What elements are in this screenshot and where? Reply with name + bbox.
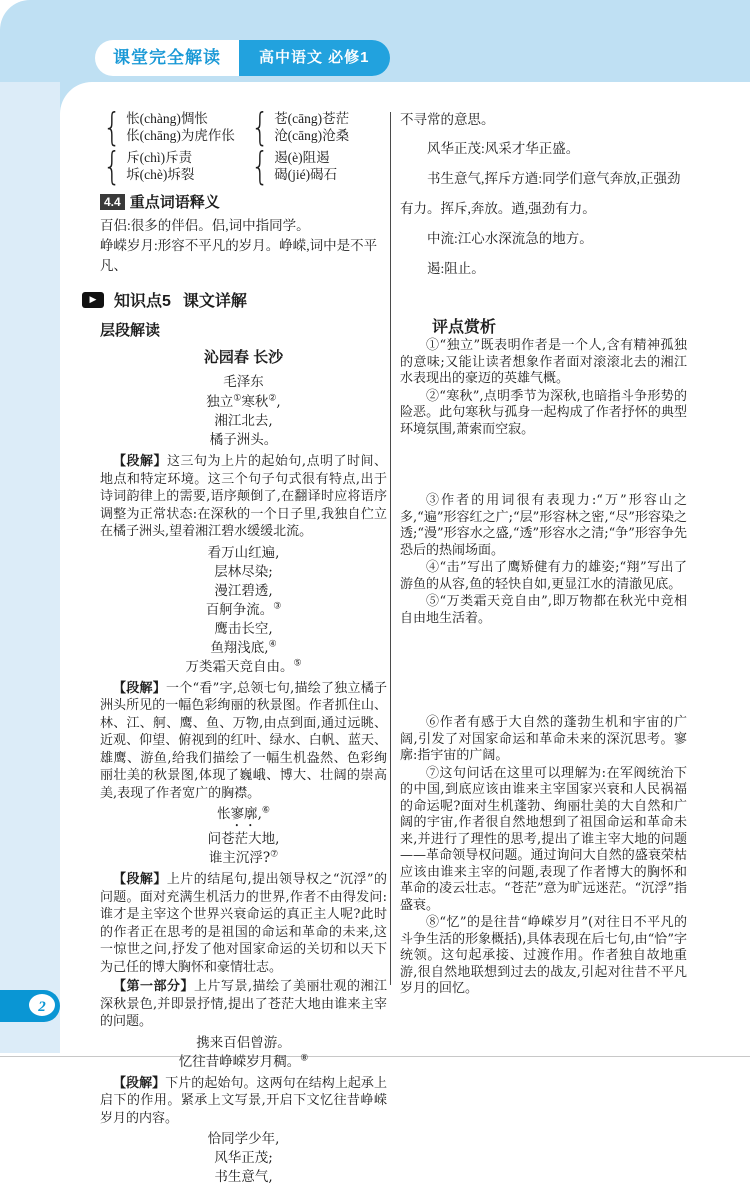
knowledge-point-heading [82,288,387,311]
poem-stanza [100,544,387,677]
pinyin-comparison-grid [100,105,387,188]
poem-line: 携来百侣曾游。 [196,1034,291,1051]
poem-line: 谁主沉浮?⑦ [208,849,279,866]
section-heading-44 [100,191,387,212]
poem-line: 恰同学少年, [207,1131,280,1147]
annotation-note: ②“寒秋”,点明季节为深秋,也暗指斗争形势的险恶。此句寒秋与孤身一起构成了作者抒怀的典型环境氛围,萧索而空寂。 [400,388,687,437]
poem-stanza [100,805,387,868]
note-ref: ③ [273,601,282,611]
series-title: 课堂完全解读 [95,40,239,76]
pinyin-group [100,105,248,149]
definition-line: 遏:阻止。 [427,261,485,276]
part-summary-paragraph: 【第一部分】上片写景,描绘了美丽壮观的湘江深秋景色,并即景抒情,提出了苍茫大地由谁来主宰的问题。 [100,978,387,1029]
subject-volume-label: 高中语文 必修1 [239,40,390,76]
pinyin-item: 遏(è)阻遏 [274,150,330,165]
page-number: 2 [27,992,57,1018]
poem-line: 鱼翔浅底,④ [210,639,277,656]
brace-icon: { [251,144,270,188]
poem-stanza [100,1034,387,1072]
poem-title: 沁园春 长沙 [203,349,284,366]
definition-line: 风华正茂:风采才华正盛。 [427,141,580,156]
left-column [89,105,387,1190]
analysis-paragraph: 【段解】上片的结尾句,提出领导权之“沉浮”的问题。面对充满生机活力的世界,作者不由得发问:谁才是主宰这个世界兴衰命运的真正主人呢?此时的作者正在思考的是祖国的命运和革命的未来,这一惊世之问,抒发了他对国家命运的关切和以天下为己任的博大胸怀和豪情壮志。 [100,871,387,975]
pinyin-item: 斥(chì)斥责 [126,150,193,165]
continuation-line: 不寻常的意思。 [400,112,495,127]
definition-line: 书生意气,挥斥方遒:同学们意气奔放,正强劲有力。挥斥,奔放。遒,强劲有力。 [400,171,681,216]
brace-icon: { [103,105,122,149]
poem-line: 层林尽染; [214,563,273,580]
left-margin-strip [0,82,60,1053]
annotation-note: ⑧“忆”的是往昔“峥嵘岁月”(对往日不平凡的斗争生活的形象概括),具体表现在后七句,由“恰”字统领。这句起承接、过渡作用。作者独自故地重游,很自然地联想到过去的战友,引起对往昔不平凡岁月的回忆。 [400,915,687,996]
poem-author: 毛泽东 [223,374,264,390]
section-title: 重点词语释义 [129,194,220,211]
analysis-paragraph: 【段解】这三句为上片的起始句,点明了时间、地点和特定环境。这三个句子句式很有特点,出于诗词韵律上的需要,语序颠倒了,在翻译时应将语序调整为正常状态:在深秋的一个日子里,我独自伫立在橘子洲头,望着湘江碧水缓缓北流。 [100,453,387,539]
emphasized-text: 寥廓 [230,806,258,822]
note-ref: ⑦ [270,849,279,860]
annotation-note: ④“击”写出了鹰矫健有力的雄姿;“翔”写出了游鱼的从容,鱼的轻快自如,更显江水的清澈见底。 [400,560,687,592]
poem-line: 橘子洲头。 [209,432,278,448]
analysis-paragraph: 【段解】一个“看”字,总领七句,描绘了独立橘子洲头所见的一幅色彩绚丽的秋景图。作者抓住山、林、江、舸、鹰、鱼、万物,由点到面,通过远眺、近观、仰望、俯视到的红叶、绿水、白帆、蓝天、雄鹰、游鱼,给我们描绘了一幅生机盎然、色彩绚丽壮美的秋景图,体现了巍峨、博大、壮阔的崇高美,表现了作者宽广的胸襟。 [100,679,387,801]
analysis-paragraph: 【段解】下片的起始句。这两句在结构上起承上启下的作用。紧承上文写景,开启下文忆往昔峥嵘岁月的内容。 [100,1074,387,1126]
annotation-note: ⑥作者有感于大自然的蓬勃生机和宇宙的广阔,引发了对国家命运和革命未来的深沉思考。寥廓:指宇宙的广阔。 [400,715,687,763]
section-number-badge: 4.4 [100,194,125,210]
subsection-heading: 层段解读 [100,322,161,339]
annotation-note: ③作者的用词很有表现力:“万”形容山之多,“遍”形容红之广;“层”形容林之密,“尽”形容染之透;“漫”形容水之盛,“透”形容水之清;“争”形容争先恐后的热闹场面。 [400,493,687,558]
note-ref: ⑥ [261,805,270,816]
pinyin-item: 苍(cāng)苍茫 [274,111,350,126]
word-definitions [100,216,387,276]
poem-line: 书生意气, [214,1169,273,1185]
pinyin-item: 伥(chāng)为虎作伥 [126,128,235,143]
poem-line: 百舸争流。③ [205,601,282,618]
pinyin-item: 碣(jié)碣石 [274,167,338,182]
definition-line: 峥嵘岁月:形容不平凡的岁月。峥嵘,词中是不平凡、 [100,238,378,273]
pinyin-item: 怅(chàng)惆怅 [126,111,208,126]
pinyin-group [248,144,387,188]
note-ref: ④ [268,639,277,649]
analysis-tag: 【段解】 [113,1074,166,1090]
analysis-tag: 【段解】 [113,871,167,886]
pinyin-group [248,105,387,149]
poem-line: 湘江北去, [214,413,273,429]
poem-line: 独立①寒秋②, [206,393,281,410]
column-divider [390,112,391,985]
pinyin-item: 沧(cāng)沧桑 [274,128,350,143]
annotation-note: ⑤“万类霜天竞自由”,即万物都在秋光中竞相自由地生活着。 [400,594,687,626]
page-number-tab [0,990,60,1022]
analysis-tag: 【段解】 [113,453,167,468]
knowledge-point-label: 知识点5 [114,293,171,310]
header-badge [95,40,390,76]
knowledge-point-title: 课文详解 [182,293,247,310]
play-triangle-icon: ▶ [82,292,104,308]
poem-line: 忆往昔峥嵘岁月稠。⑧ [178,1053,309,1070]
poem-line: 问苍茫大地, [207,831,280,847]
analysis-tag: 【段解】 [113,679,166,695]
note-ref: ② [268,393,277,404]
note-ref: ① [233,393,242,404]
poem-line: 漫江碧透, [214,582,273,599]
poem-line: 风华正茂; [214,1150,273,1166]
poem-line: 鹰击长空, [214,620,273,637]
definition-line: 百侣:很多的伴侣。侣,词中指同学。 [100,218,310,233]
pinyin-group [100,144,248,188]
poem-stanza [100,393,387,450]
annotation-note: ①“独立”既表明作者是一个人,含有精神孤独的意味;又能让读者想象作者面对滚滚北去的湘江水表现出的豪迈的英雄气概。 [400,338,687,386]
right-column [400,110,687,998]
poem-line: 看万山红遍, [207,544,280,561]
note-ref: ⑤ [293,658,302,668]
appreciation-heading: 评点赏析 [432,319,497,336]
brace-icon: { [251,105,270,149]
annotation-note: ⑦这句问话在这里可以理解为:在军阀统治下的中国,到底应该由谁来主宰国家兴衰和人民祸福的命运呢?面对生机蓬勃、绚丽壮美的大自然和广阔的宇宙,作者很自然地想到了祖国命运和革命未来,并进行了理性的思考,提出了谁主宰大地的问题——革命领导权问题。通过询问大自然的盛衰荣枯应该由谁来主宰的问题,表现了作者博大的胸怀和革命的凌云壮志。“苍茫”意为旷远迷茫。“沉浮”指盛衰。 [400,765,687,913]
brace-icon: { [103,144,122,188]
pinyin-item: 坼(chè)坼裂 [126,167,195,182]
poem-line: 怅寥廓,⑥ [217,805,270,822]
part-tag: 【第一部分】 [113,978,194,993]
poem-stanza [100,1130,387,1187]
poem-line: 万类霜天竞自由。⑤ [185,658,302,675]
note-ref: ⑧ [300,1053,309,1063]
word-definitions [400,134,687,284]
definition-line: 中流:江心水深流急的地方。 [427,231,593,246]
